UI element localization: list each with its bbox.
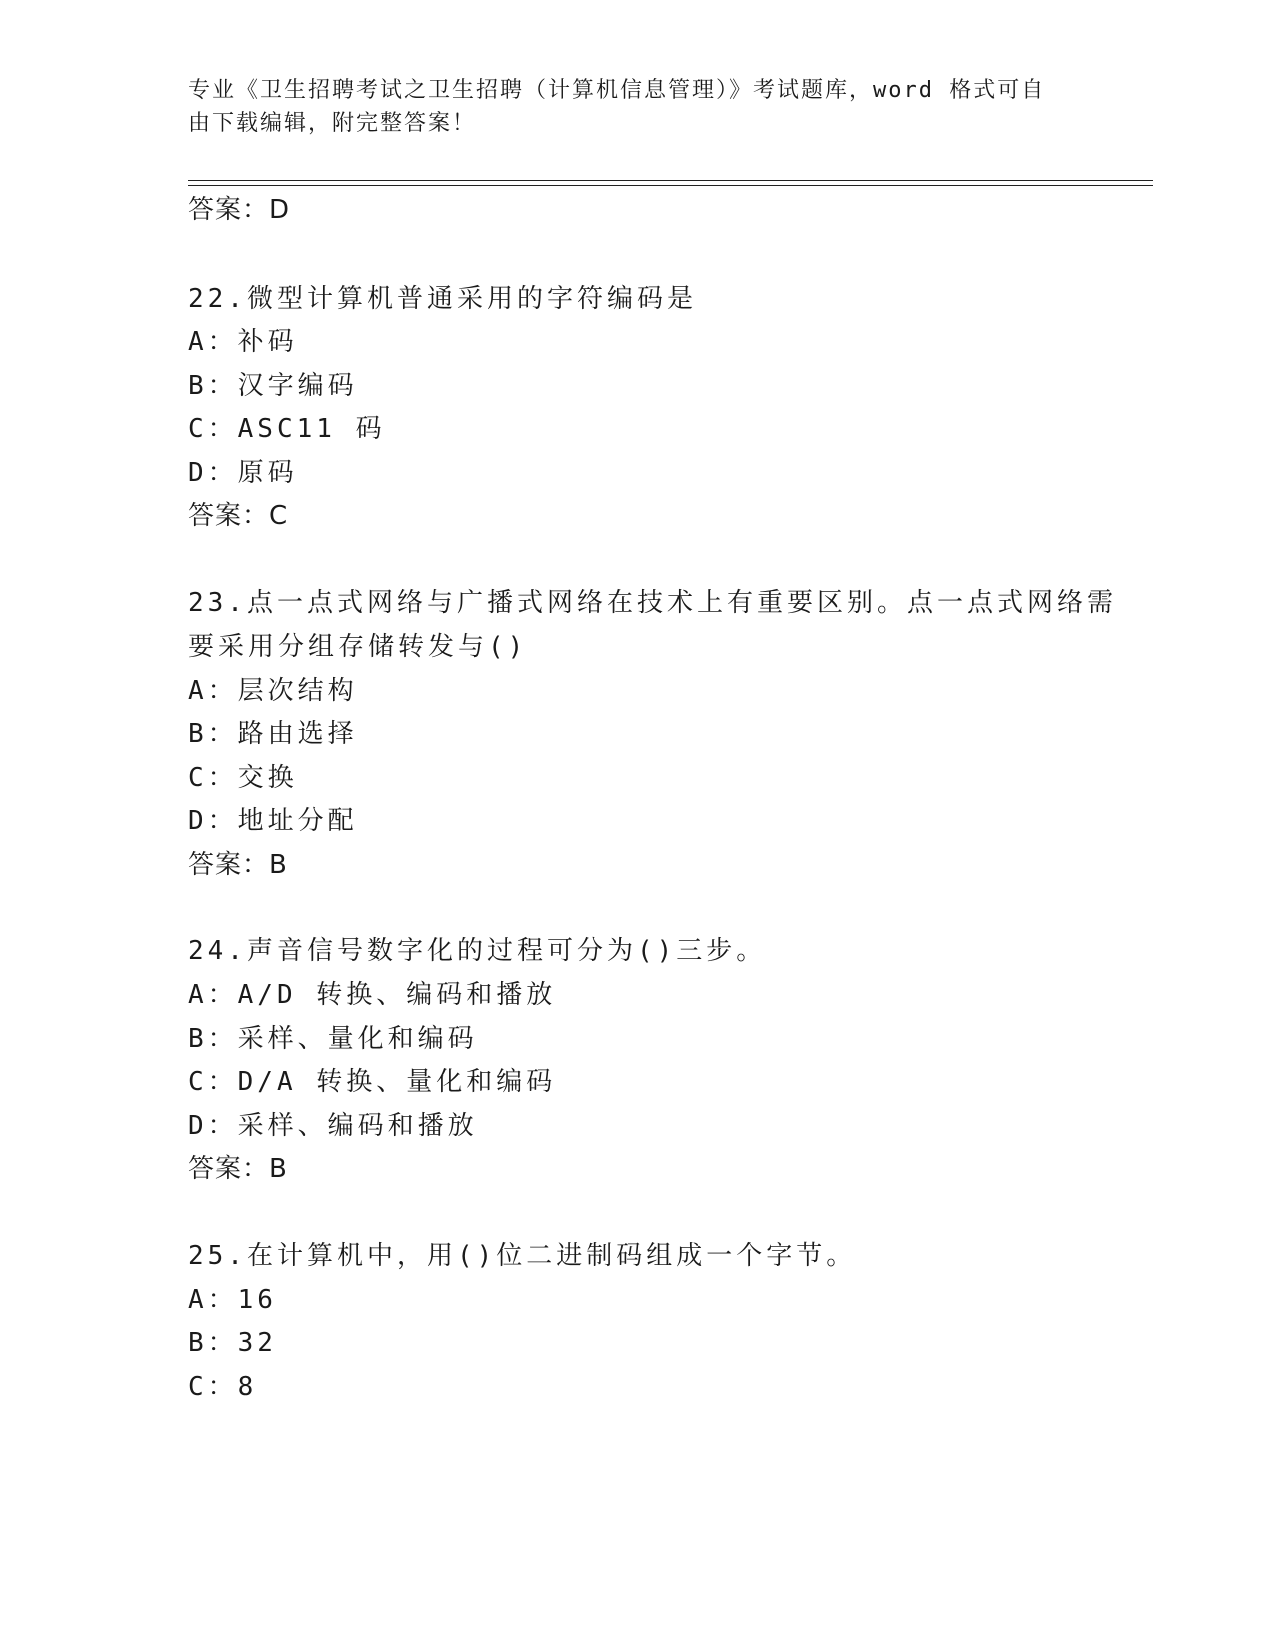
header-divider-top: [188, 180, 1153, 181]
question-23-option-b: B：路由选择: [188, 719, 358, 749]
question-25-option-b: B：32: [188, 1328, 277, 1358]
header-line-2: 由下载编辑，附完整答案！: [188, 111, 477, 136]
question-22-option-c: C：ASC11 码: [188, 414, 386, 444]
header-line-1: 专业《卫生招聘考试之卫生招聘（计算机信息管理）》考试题库，word 格式可自: [188, 78, 1046, 103]
question-23-option-c: C：交换: [188, 763, 298, 793]
question-23-stem-line-1: 23.点一点式网络与广播式网络在技术上有重要区别。点一点式网络需: [188, 588, 1117, 618]
question-24-answer: 答案：B: [188, 1154, 288, 1184]
question-25-option-c: C：8: [188, 1372, 258, 1402]
question-22-option-b: B：汉字编码: [188, 371, 358, 401]
question-22-stem: 22.微型计算机普通采用的字符编码是: [188, 284, 697, 314]
question-24-option-b: B：采样、量化和编码: [188, 1024, 478, 1054]
question-22-option-d: D：原码: [188, 458, 298, 488]
question-25-stem: 25.在计算机中，用()位二进制码组成一个字节。: [188, 1241, 857, 1271]
previous-answer: 答案：D: [188, 195, 291, 225]
question-23-answer: 答案：B: [188, 850, 288, 880]
question-22-answer: 答案：C: [188, 501, 289, 531]
question-24-option-d: D：采样、编码和播放: [188, 1111, 478, 1141]
question-24-stem: 24.声音信号数字化的过程可分为()三步。: [188, 936, 767, 966]
question-24-option-c: C：D/A 转换、量化和编码: [188, 1067, 557, 1097]
question-25-option-a: A：16: [188, 1285, 277, 1315]
header-divider-bottom: [188, 185, 1153, 186]
document-header: [188, 74, 1088, 140]
question-23-stem-line-2: 要采用分组存储转发与(): [188, 632, 528, 662]
question-23-option-a: A：层次结构: [188, 676, 358, 706]
question-22-option-a: A：补码: [188, 327, 298, 357]
question-24-option-a: A：A/D 转换、编码和播放: [188, 980, 557, 1010]
question-23-option-d: D：地址分配: [188, 806, 358, 836]
